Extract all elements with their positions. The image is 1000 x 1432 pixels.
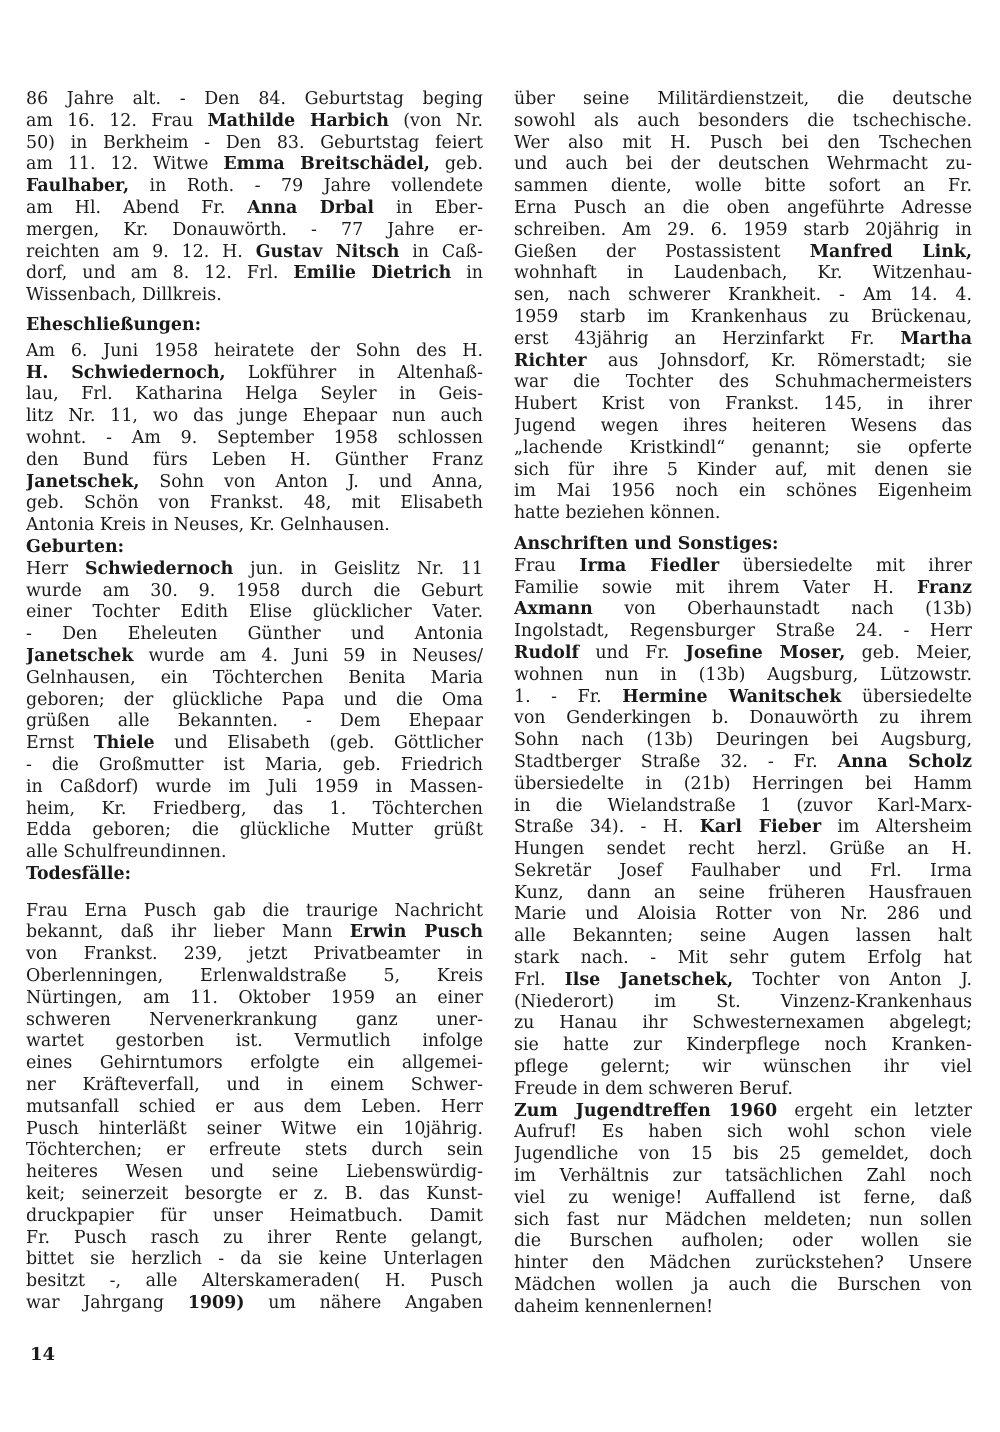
- text-run: Sekretär Josef Faulhaber und Frl. Irma: [514, 860, 972, 881]
- text-run: von Oberhaunstadt nach (13b): [592, 599, 972, 620]
- text-run: geb. Meier,: [845, 642, 972, 663]
- text-run: wohnen nun in (13b) Augsburg, Lützowstr.: [514, 664, 972, 685]
- text-line: [26, 777, 483, 799]
- text-run: geb.: [429, 154, 483, 175]
- text-run: schweren Nervenerkrankung ganz uner-: [26, 1009, 483, 1030]
- text-run: Erna Pusch an die oben angeführte Adresse: [514, 197, 972, 218]
- left-column: [26, 89, 483, 1315]
- text-run: Aufruf! Es haben sich wohl schon viele: [514, 1122, 972, 1143]
- text-run: pflege gelernt; wir wünschen ihr viel: [514, 1057, 972, 1078]
- text-run: alle Bekannten; seine Augen lassen halt: [514, 926, 972, 947]
- text-run: Stadtberger Straße 32. - Fr.: [514, 751, 838, 772]
- text-run: Mädchen wollen ja auch die Burschen von: [514, 1275, 972, 1296]
- text-line: [514, 503, 972, 525]
- text-run: Tochter von Anton J.: [733, 969, 972, 990]
- text-run: eines Gehirntumors erfolgte ein allgemei-: [26, 1053, 483, 1074]
- text-line: [514, 774, 972, 796]
- text-run: Hubert Krist von Frankst. 145, in ihrer: [514, 394, 972, 415]
- text-run: reichten am 9. 12. H.: [26, 241, 256, 262]
- text-run: - Den Eheleuten Günther und Antonia: [26, 624, 483, 645]
- text-line: [514, 416, 972, 438]
- text-run: am 16. 12. Frau: [26, 110, 208, 131]
- bold-name: Manfred Link,: [809, 241, 972, 262]
- text-line: [26, 263, 483, 285]
- text-line: [514, 643, 972, 665]
- text-run: Wissenbach, Dillkreis.: [26, 285, 222, 306]
- text-run: (Niederort) im St. Vinzenz-Krankenhaus: [514, 991, 972, 1012]
- text-line: [26, 1010, 483, 1032]
- bold-name: Ilse Janetschek,: [564, 969, 734, 990]
- text-run: wurde am 30. 9. 1958 durch die Geburt: [26, 580, 483, 601]
- text-run: 86 Jahre alt. - Den 84. Geburtstag beging: [26, 89, 483, 109]
- text-run: 1. - Fr.: [514, 686, 623, 707]
- text-line: [514, 394, 972, 416]
- heading-text: Anschriften und Sonstiges:: [514, 533, 779, 554]
- text-line: [514, 752, 972, 774]
- section-heading: [26, 537, 483, 559]
- paragraph: [26, 89, 483, 307]
- text-run: sich fast nur Mädchen meldeten; nun sollen: [514, 1209, 972, 1230]
- text-run: litz Nr. 11, wo das junge Ehepaar nun auch: [26, 406, 483, 427]
- text-run: sie hatte zur Kinderpflege noch Kranken-: [514, 1035, 972, 1056]
- text-line: [514, 154, 972, 176]
- bold-name: Janetschek,: [26, 471, 140, 492]
- text-run: ner Kräfteverfall, und in einem Schwer-: [26, 1075, 483, 1096]
- bold-name: Emma Breitschädel,: [223, 154, 430, 175]
- text-run: Gießen der Postassistent: [514, 241, 810, 262]
- text-run: Wer also mit H. Pusch bei den Tschechen: [514, 132, 972, 153]
- text-run: einer Tochter Edith Elise glücklicher Vater.: [26, 602, 483, 623]
- text-run: Töchterchen; er erfreute stets durch sein: [26, 1140, 483, 1161]
- bold-name: Irma Fiedler: [579, 555, 720, 576]
- text-line: [26, 668, 483, 690]
- text-line: [514, 220, 972, 242]
- text-line: [26, 602, 483, 624]
- text-run: in die Wielandstraße 1 (zuvor Karl-Marx-: [514, 795, 972, 816]
- text-line: [26, 1206, 483, 1228]
- text-line: [514, 621, 972, 643]
- text-line: [26, 842, 483, 864]
- text-line: [26, 711, 483, 733]
- text-line: [514, 176, 972, 198]
- section-heading: [514, 534, 972, 556]
- text-run: grüßen alle Bekannten. - Dem Ehepaar: [26, 711, 483, 732]
- section-heading: [26, 864, 483, 886]
- text-run: Kunz, dann an seine früheren Hausfrauen: [514, 882, 972, 903]
- text-run: und Elisabeth (geb. Göttlicher: [154, 733, 483, 754]
- heading-text: Todesfälle:: [26, 863, 132, 884]
- text-run: druckpapier für unser Heimatbuch. Damit: [26, 1205, 483, 1226]
- text-line: [514, 861, 972, 883]
- text-run: war Jahrgang: [26, 1293, 188, 1314]
- text-run: keit; seinerzeit besorgte er z. B. das Kunst-: [26, 1184, 483, 1205]
- section-heading: [26, 315, 483, 337]
- text-run: Antonia Kreis in Neuses, Kr. Gelnhausen.: [26, 515, 390, 536]
- text-run: Edda geboren; die glückliche Mutter grüßt: [26, 820, 483, 841]
- text-line: [26, 493, 483, 515]
- text-line: [26, 820, 483, 842]
- text-run: übersiedelte: [841, 686, 972, 707]
- text-run: daheim kennenlernen!: [514, 1296, 714, 1317]
- text-line: [26, 1075, 483, 1097]
- text-line: [514, 904, 972, 926]
- text-line: [514, 883, 972, 905]
- text-line: [26, 406, 483, 428]
- text-line: [514, 329, 972, 351]
- text-line: [26, 799, 483, 821]
- bold-name: Mathilde Harbich: [207, 110, 389, 131]
- text-run: Frl.: [514, 969, 565, 990]
- heading-text: Geburten:: [26, 536, 125, 557]
- text-run: Freude in dem schweren Beruf.: [514, 1078, 793, 1099]
- text-run: Sohn nach (13b) Deuringen bei Augsburg,: [514, 730, 972, 751]
- text-line: [514, 1035, 972, 1057]
- paragraph: [26, 341, 483, 537]
- text-run: Frau Erna Pusch gab die traurige Nachricht: [26, 900, 483, 921]
- paragraph: [26, 559, 483, 864]
- text-line: [26, 1140, 483, 1162]
- bold-name: Hermine Wanitschek: [622, 686, 842, 707]
- text-run: am 11. 12. Witwe: [26, 154, 224, 175]
- text-run: dorf, und am 8. 12. Frl.: [26, 263, 294, 284]
- text-line: [514, 1144, 972, 1166]
- text-run: Herr: [26, 558, 85, 579]
- text-run: Oberlenningen, Erlenwaldstraße 5, Kreis: [26, 966, 483, 987]
- text-run: von Genderkingen b. Donauwörth zu ihrem: [514, 708, 972, 729]
- text-run: im Altersheim: [821, 817, 972, 838]
- text-line: [26, 89, 483, 111]
- text-run: ergeht ein letzter: [777, 1100, 972, 1121]
- text-run: - die Großmutter ist Maria, geb. Friedrich: [26, 754, 483, 775]
- text-run: Nürtingen, am 11. Oktober 1959 an einer: [26, 987, 483, 1008]
- text-run: mutsanfall schied er aus dem Leben. Herr: [26, 1096, 483, 1117]
- text-run: den Bund fürs Leben H. Günther Franz: [26, 449, 483, 470]
- text-line: [26, 1162, 483, 1184]
- text-line: [514, 372, 972, 394]
- text-line: [514, 599, 972, 621]
- text-line: [26, 220, 483, 242]
- text-run: in: [451, 263, 483, 284]
- text-line: [26, 944, 483, 966]
- text-run: Ingolstadt, Regensburger Straße 24. - Herr: [514, 621, 972, 642]
- text-line: [26, 581, 483, 603]
- text-line: [26, 966, 483, 988]
- text-run: Gelnhausen, ein Töchterchen Benita Maria: [26, 667, 483, 688]
- text-line: [514, 307, 972, 329]
- text-line: [514, 89, 972, 111]
- text-line: [514, 817, 972, 839]
- text-line: [26, 690, 483, 712]
- text-line: [514, 839, 972, 861]
- bold-name: Janetschek: [26, 645, 134, 666]
- text-line: [26, 285, 483, 307]
- text-line: [514, 438, 972, 460]
- text-run: alle Schulfreundinnen.: [26, 842, 227, 863]
- text-run: und auch bei der deutschen Wehrmacht zu-: [514, 154, 972, 175]
- text-run: Frau: [514, 555, 580, 576]
- text-line: [514, 133, 972, 155]
- text-run: um nähere Angaben: [244, 1293, 483, 1314]
- text-line: [26, 1271, 483, 1293]
- text-line: [514, 111, 972, 133]
- text-line: [26, 559, 483, 581]
- text-run: erst 43jährig an Herzinfarkt Fr.: [514, 328, 901, 349]
- bold-name: Josefine Moser,: [685, 642, 846, 663]
- text-run: sich für ihre 5 Kinder auf, mit denen sie: [514, 459, 972, 480]
- paragraph: [514, 89, 972, 525]
- text-line: [26, 1053, 483, 1075]
- text-line: [514, 1297, 972, 1319]
- text-line: [26, 755, 483, 777]
- text-line: [26, 450, 483, 472]
- text-line: [26, 154, 483, 176]
- text-run: geboren; der glückliche Papa und die Oma: [26, 689, 483, 710]
- text-run: übersiedelte in (21b) Herringen bei Hamm: [514, 773, 972, 794]
- text-run: wohnhaft in Laudenbach, Kr. Witzenhau-: [514, 263, 972, 284]
- text-line: [26, 472, 483, 494]
- text-run: wurde am 4. Juni 59 in Neuses/: [133, 645, 483, 666]
- text-line: [514, 1231, 972, 1253]
- text-line: [514, 970, 972, 992]
- text-line: [514, 1275, 972, 1297]
- text-line: [514, 263, 972, 285]
- text-line: [514, 481, 972, 503]
- text-line: [514, 1057, 972, 1079]
- text-line: [514, 992, 972, 1014]
- bold-name: Emilie Dietrich: [293, 263, 452, 284]
- bold-name: Anna Drbal: [247, 197, 375, 218]
- text-line: [26, 133, 483, 155]
- text-run: in Caßdorf) wurde im Juli 1959 in Massen-: [26, 776, 483, 797]
- text-line: [26, 901, 483, 923]
- bold-name: Martha: [900, 328, 972, 349]
- text-line: [26, 428, 483, 450]
- bold-name: Faulhaber,: [26, 176, 130, 197]
- text-line: [26, 624, 483, 646]
- text-run: Fr. Pusch rasch zu ihrer Rente gelangt,: [26, 1227, 483, 1248]
- text-run: die Burschen aufholen; oder wollen sie: [514, 1231, 972, 1252]
- text-line: [26, 1097, 483, 1119]
- text-line: [26, 176, 483, 198]
- text-line: [514, 796, 972, 818]
- bold-name: Thiele: [93, 733, 155, 754]
- text-run: heiteres Wesen und seine Liebenswürdig-: [26, 1162, 483, 1183]
- text-run: in Roth. - 79 Jahre vollendete: [129, 176, 483, 197]
- text-line: [26, 363, 483, 385]
- bold-name: Richter: [514, 350, 587, 371]
- text-run: geb. Schön von Frankst. 48, mit Elisabeth: [26, 493, 483, 514]
- text-run: zu Hanau ihr Schwesternexamen abgelegt;: [514, 1013, 972, 1034]
- text-run: im Verhältnis zur tatsächlichen Zahl noch: [514, 1166, 972, 1187]
- text-line: [26, 384, 483, 406]
- text-line: [514, 948, 972, 970]
- text-run: Familie sowie mit ihrem Vater H.: [514, 577, 917, 598]
- text-line: [514, 578, 972, 600]
- bold-name: Karl Fieber: [699, 817, 822, 838]
- text-line: [26, 1031, 483, 1053]
- text-run: Ernst: [26, 733, 94, 754]
- text-run: 50) in Berkheim - Den 83. Geburtstag feiert: [26, 132, 483, 153]
- text-run: jun. in Geislitz Nr. 11: [233, 558, 483, 579]
- bold-name: Zum Jugendtreffen 1960: [514, 1100, 778, 1121]
- text-line: [26, 988, 483, 1010]
- right-column: [514, 89, 972, 1319]
- text-run: hatte beziehen können.: [514, 503, 721, 524]
- text-run: Jugendliche von 15 bis 25 gemeldet, doch: [514, 1144, 972, 1165]
- text-run: wartet gestorben ist. Vermutlich infolge: [26, 1031, 483, 1052]
- bold-name: Axmann: [514, 599, 593, 620]
- text-line: [514, 730, 972, 752]
- text-run: Marie und Aloisia Rotter von Nr. 286 und: [514, 904, 972, 925]
- bold-name: Erwin Pusch: [349, 922, 483, 943]
- text-run: in Caß-: [399, 241, 483, 262]
- paragraph: [26, 901, 483, 1315]
- text-run: von Frankst. 239, jetzt Privatbeamter in: [26, 944, 483, 965]
- text-run: sowohl als auch besonders die tschechische.: [514, 110, 972, 131]
- text-run: „lachende Kristkindl“ genannt; sie opferte: [514, 437, 972, 458]
- paragraph: [514, 1101, 972, 1319]
- text-run: heim, Kr. Friedberg, das 1. Töchterchen: [26, 798, 483, 819]
- text-run: sammen diente, wolle bitte sofort an Fr.: [514, 176, 972, 197]
- text-line: [26, 1184, 483, 1206]
- text-run: lau, Frl. Katharina Helga Seyler in Geis-: [26, 384, 483, 405]
- bold-name: Anna Scholz: [837, 751, 972, 772]
- text-line: [514, 708, 972, 730]
- text-run: Sohn von Anton J. und Anna,: [139, 471, 483, 492]
- text-line: [26, 1293, 483, 1315]
- text-line: [26, 1228, 483, 1250]
- text-run: am Hl. Abend Fr.: [26, 197, 248, 218]
- text-line: [26, 341, 483, 363]
- text-run: Am 6. Juni 1958 heiratete der Sohn des H.: [26, 340, 483, 361]
- text-line: [514, 1166, 972, 1188]
- text-run: übersiedelte mit ihrer: [719, 555, 972, 576]
- text-run: sen, nach schwerer Krankheit. - Am 14. 4.: [514, 285, 972, 306]
- bold-name: H. Schwiedernoch,: [26, 362, 226, 383]
- text-run: Jugend wegen ihres heiteren Wesens das: [514, 415, 972, 436]
- text-run: schreiben. Am 29. 6. 1959 starb 20jährig in: [514, 219, 972, 240]
- text-run: Pusch hinterläßt seiner Witwe ein 10jährig.: [26, 1118, 483, 1139]
- text-line: [26, 646, 483, 668]
- bold-name: Franz: [917, 577, 972, 598]
- text-run: wohnt. - Am 9. September 1958 schlossen: [26, 427, 483, 448]
- text-line: [514, 351, 972, 373]
- heading-text: Eheschließungen:: [26, 314, 202, 335]
- text-run: viel zu wenige! Auffallend ist ferne, daß: [514, 1187, 972, 1208]
- text-line: [514, 1013, 972, 1035]
- text-run: (von Nr.: [388, 110, 483, 131]
- text-run: über seine Militärdienstzeit, die deutsche: [514, 89, 972, 109]
- text-line: [26, 242, 483, 264]
- text-line: [514, 926, 972, 948]
- text-line: [514, 285, 972, 307]
- text-line: [514, 1101, 972, 1123]
- text-line: [26, 111, 483, 133]
- text-run: besitzt -, alle Alterskameraden( H. Pusch: [26, 1271, 483, 1292]
- text-line: [26, 922, 483, 944]
- text-line: [26, 198, 483, 220]
- text-line: [26, 1119, 483, 1141]
- text-line: [26, 733, 483, 755]
- text-run: Hungen sendet recht herzl. Grüße an H.: [514, 839, 972, 860]
- text-line: [514, 665, 972, 687]
- text-line: [26, 1249, 483, 1271]
- bold-name: Rudolf: [514, 642, 579, 663]
- text-run: mergen, Kr. Donauwörth. - 77 Jahre er-: [26, 219, 483, 240]
- text-run: Lokführer in Altenhaß-: [225, 362, 483, 383]
- bold-name: Gustav Nitsch: [255, 241, 400, 262]
- text-run: in Eber-: [374, 197, 483, 218]
- text-line: [514, 1079, 972, 1101]
- text-run: bittet sie herzlich - da sie keine Unterlagen: [26, 1249, 483, 1270]
- text-line: [514, 1188, 972, 1210]
- text-run: Straße 34). - H.: [514, 817, 700, 838]
- text-run: war die Tochter des Schuhmachermeisters: [514, 372, 972, 393]
- text-line: [514, 1253, 972, 1275]
- text-line: [514, 198, 972, 220]
- text-line: [514, 556, 972, 578]
- text-run: aus Johnsdorf, Kr. Römerstadt; sie: [586, 350, 972, 371]
- text-line: [514, 687, 972, 709]
- paragraph: [514, 556, 972, 1101]
- text-run: und Fr.: [578, 642, 686, 663]
- text-run: bekannt, daß ihr lieber Mann: [26, 922, 350, 943]
- page-number: 14: [30, 1344, 56, 1365]
- text-line: [514, 1210, 972, 1232]
- bold-name: Schwiedernoch: [84, 558, 234, 579]
- bold-name: 1909): [187, 1293, 245, 1314]
- text-line: [514, 242, 972, 264]
- text-run: im Mai 1956 noch ein schönes Eigenheim: [514, 481, 972, 502]
- text-run: 1959 starb im Krankenhaus zu Brückenau,: [514, 306, 972, 327]
- text-run: stark nach. - Mit sehr gutem Erfolg hat: [514, 948, 972, 969]
- text-run: hinter den Mädchen zurückstehen? Unsere: [514, 1253, 972, 1274]
- text-line: [514, 460, 972, 482]
- text-line: [26, 515, 483, 537]
- text-line: [514, 1122, 972, 1144]
